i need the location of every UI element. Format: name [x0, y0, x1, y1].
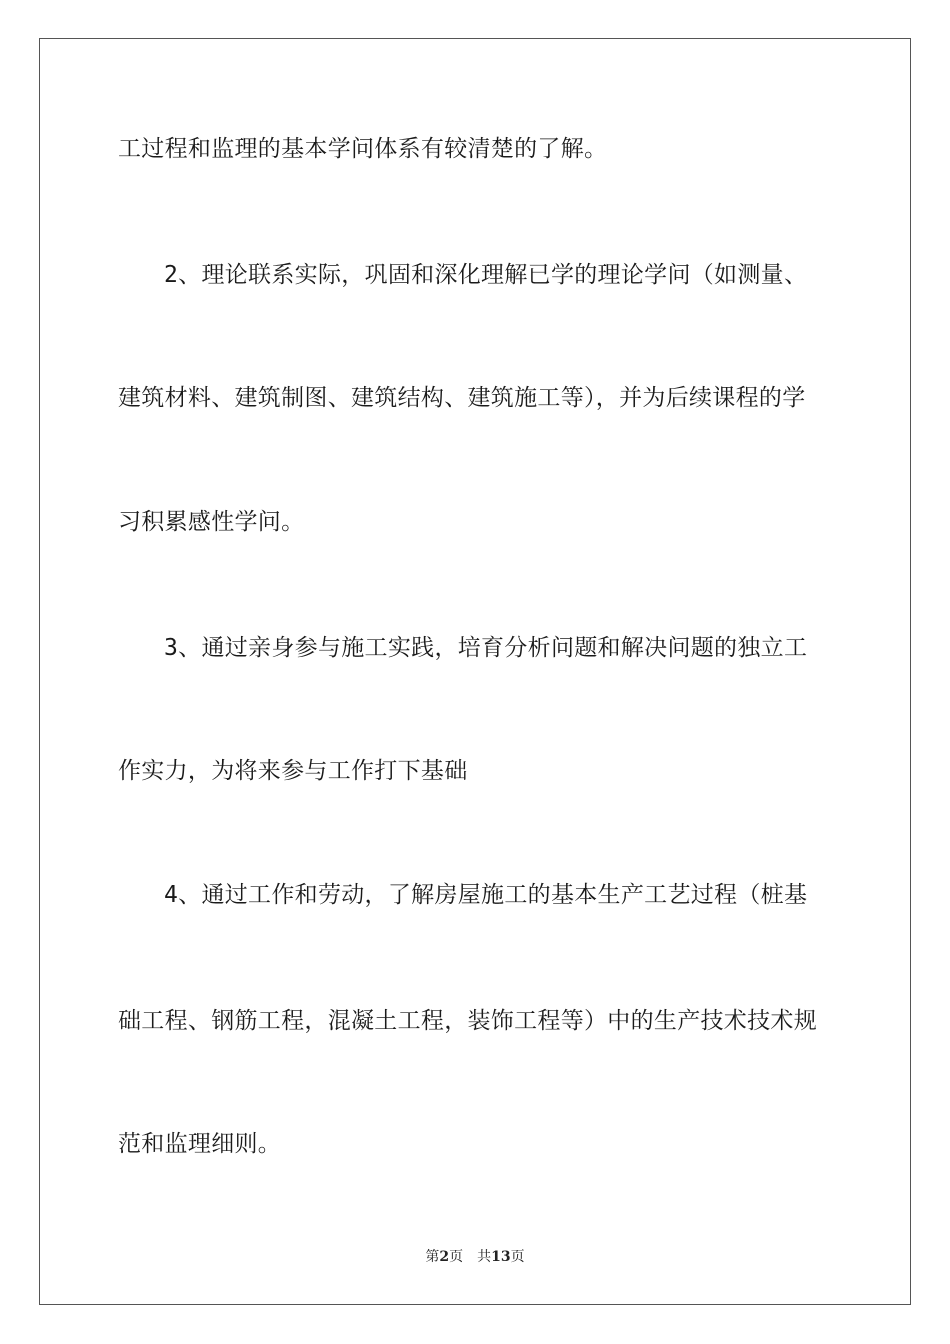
page-border [39, 38, 911, 1305]
text-line-3: 建筑材料、建筑制图、建筑结构、建筑施工等），并为后续课程的学 [118, 385, 806, 411]
footer-page-prefix: 第 [425, 1249, 440, 1265]
text-line-8: 础工程、钢筋工程，混凝土工程，装饰工程等）中的生产技术技术规 [118, 1008, 817, 1034]
text-line-9: 范和监理细则。 [118, 1131, 282, 1157]
text-line-7: 4、通过工作和劳动，了解房屋施工的基本生产工艺过程（桩基 [164, 882, 808, 908]
footer-total-suffix: 页 [510, 1249, 525, 1265]
text-line-2: 2、理论联系实际，巩固和深化理解已学的理论学问（如测量、 [164, 262, 808, 288]
text-line-6: 作实力，为将来参与工作打下基础 [118, 758, 468, 784]
text-line-1: 工过程和监理的基本学问体系有较清楚的了解。 [118, 136, 608, 162]
footer-page-number: 2 [439, 1249, 450, 1265]
footer-total-prefix: 共 [477, 1249, 492, 1265]
footer-page-suffix: 页 [449, 1249, 464, 1265]
footer-total-pages: 13 [491, 1249, 511, 1265]
text-line-5: 3、通过亲身参与施工实践，培育分析问题和解决问题的独立工 [164, 635, 808, 661]
page-footer [0, 1248, 950, 1266]
text-line-4: 习积累感性学问。 [118, 509, 305, 535]
